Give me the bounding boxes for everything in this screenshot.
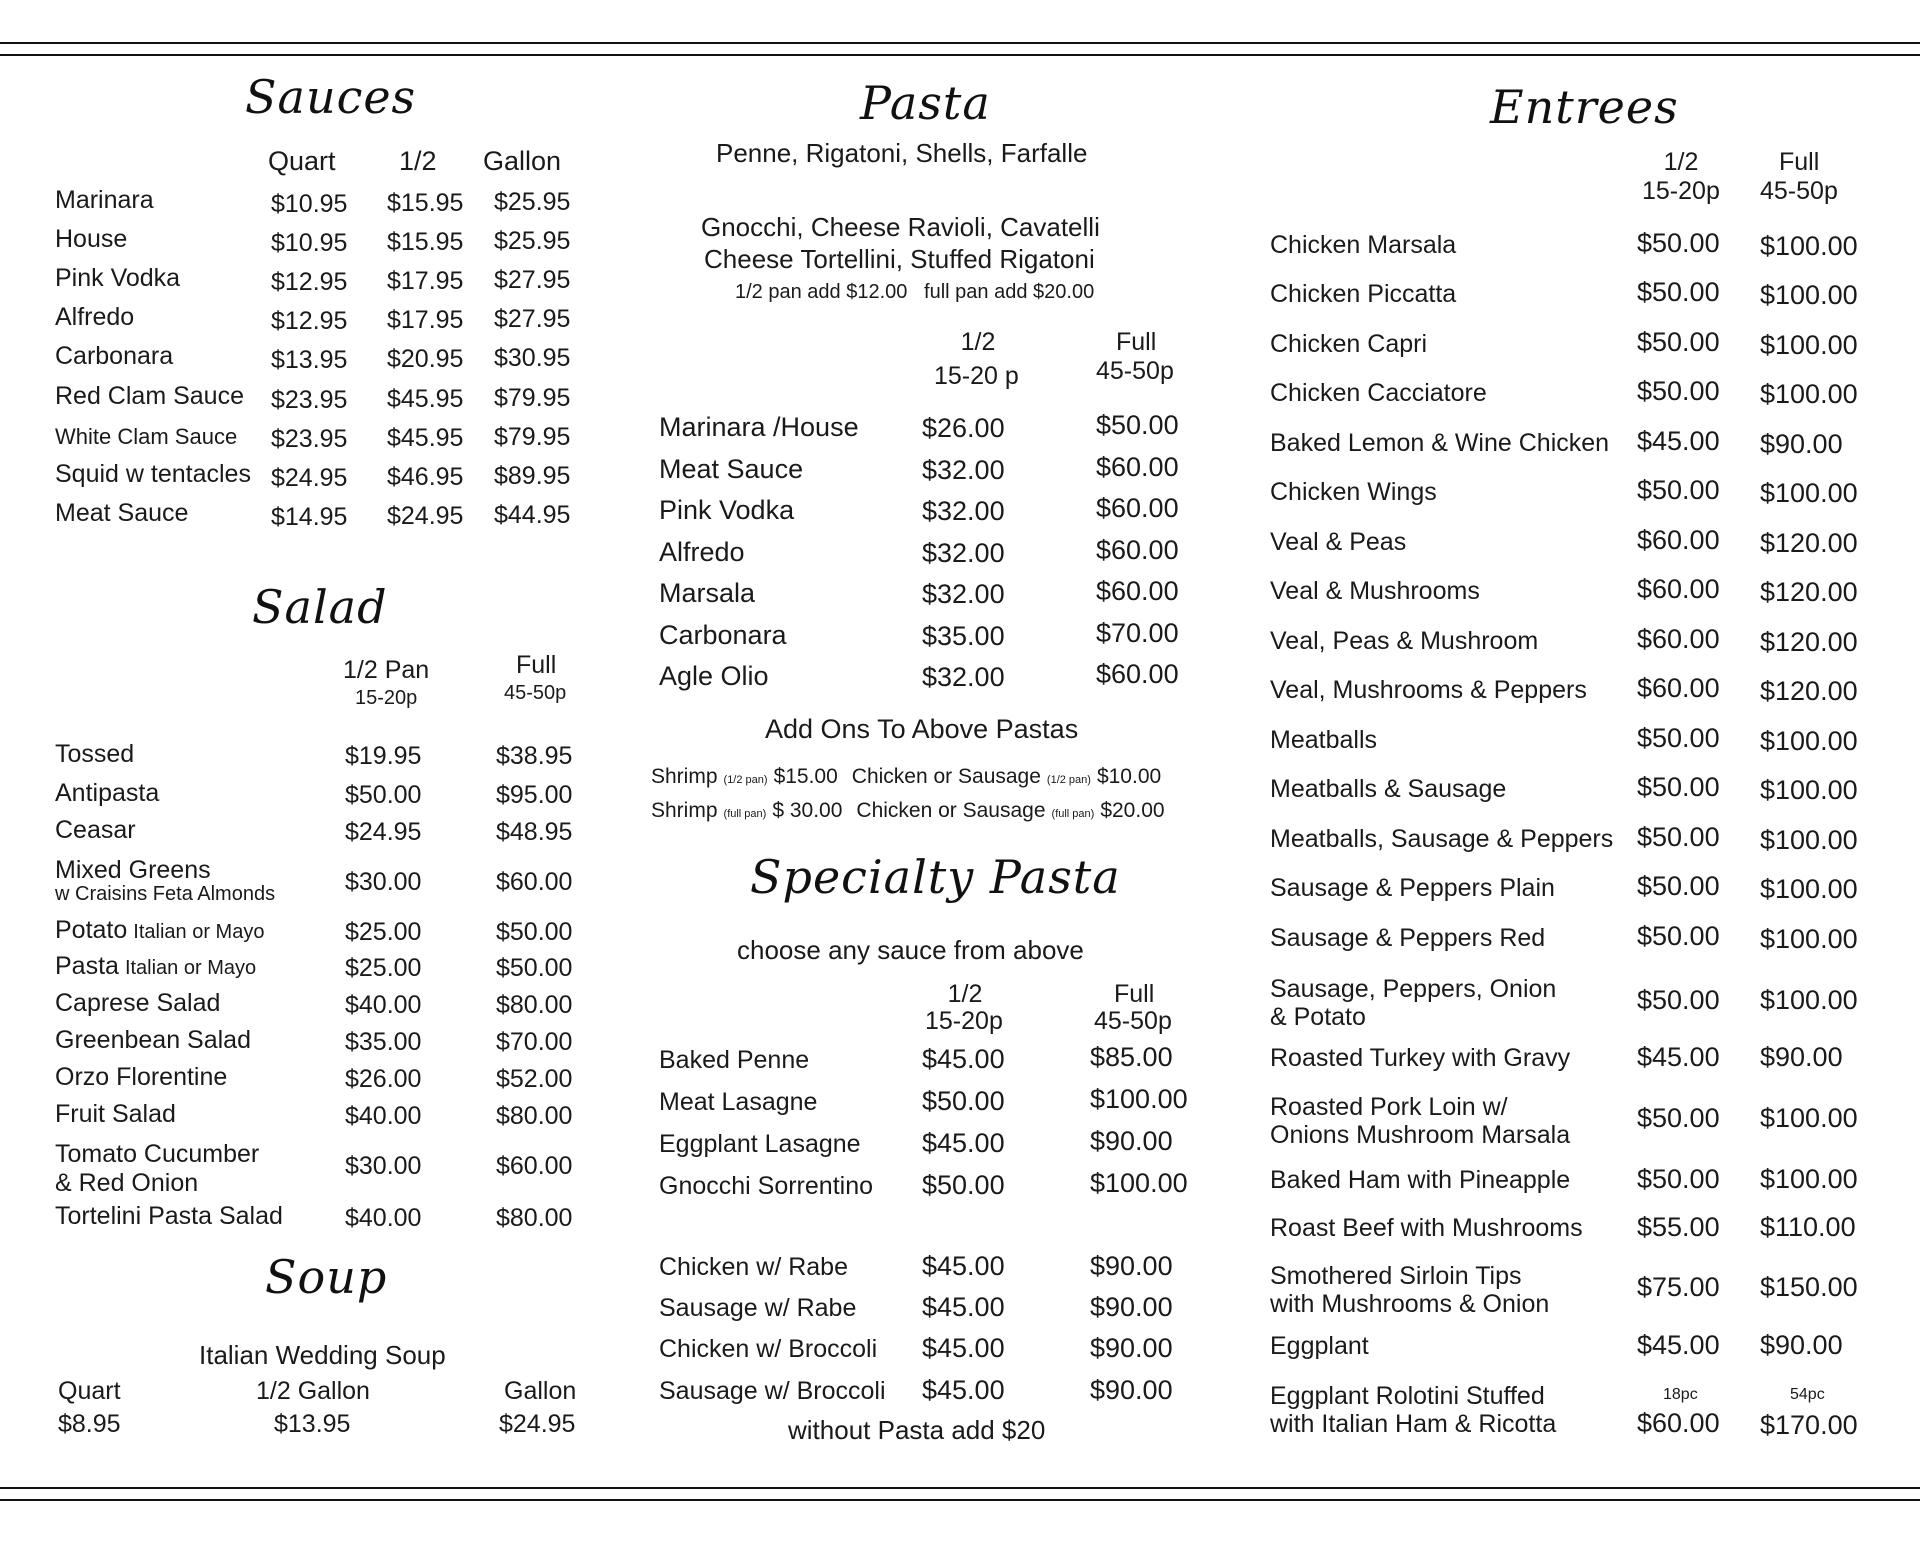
entree-price-full: $100.00 (1760, 280, 1858, 310)
entree-item-name: Sausage & Peppers Plain (1270, 874, 1555, 902)
pasta-col-half: 1/2 (960, 328, 996, 356)
entree-price-full: $120.00 (1760, 627, 1858, 657)
pasta-col-half-sub: 15-20 p (934, 362, 1019, 390)
salad-item-name (55, 856, 275, 906)
sauce-price-quart: $13.95 (271, 346, 348, 374)
salad-price-half: $25.00 (345, 918, 422, 946)
pasta-price-half: $26.00 (922, 413, 1005, 443)
salad-price-half: $35.00 (345, 1028, 422, 1056)
salad-price-full: $48.95 (496, 818, 573, 846)
addon-chicken-label: Chicken or Sausage (851, 765, 1041, 788)
addon-chicken-price: $20.00 (1100, 799, 1165, 822)
salad-price-full: $52.00 (496, 1065, 573, 1093)
soup-price-half-gallon: $13.95 (274, 1410, 351, 1438)
specialty-rabe-name: Sausage w/ Rabe (659, 1294, 857, 1322)
salad-price-full: $95.00 (496, 781, 573, 809)
salad-name-main: Orzo Florentine (55, 1063, 228, 1091)
sauces-col-half: 1/2 (399, 146, 437, 176)
pasta-item-name: Marinara /House (659, 412, 859, 442)
specialty-price-half: $45.00 (922, 1044, 1005, 1074)
entree-item-name: Veal & Mushrooms (1270, 577, 1480, 605)
soup-title: Soup (265, 1250, 388, 1304)
entree-item-name: Chicken Cacciatore (1270, 379, 1487, 407)
specialty-footer-note: without Pasta add $20 (788, 1415, 1046, 1445)
entree-price-half: $45.00 (1637, 1330, 1720, 1360)
specialty-item-name: Eggplant Lasagne (659, 1130, 861, 1158)
entree-price-half: $45.00 (1637, 1042, 1720, 1072)
entree-item-name: Chicken Marsala (1270, 231, 1457, 259)
entree-item-name: Chicken Wings (1270, 478, 1437, 506)
specialty-price-half: $50.00 (922, 1086, 1005, 1116)
sauce-name: House (55, 225, 128, 253)
entrees-title: Entrees (1490, 80, 1679, 134)
entree-price-half: $50.00 (1637, 1164, 1720, 1194)
sauce-price-gallon: $89.95 (494, 462, 571, 490)
entree-last-half-price: $60.00 (1637, 1408, 1720, 1438)
salad-item-name (55, 1202, 283, 1231)
specialty-rabe-name: Chicken w/ Rabe (659, 1253, 848, 1281)
salad-price-full: $50.00 (496, 954, 573, 982)
addons-title: Add Ons To Above Pastas (765, 714, 1079, 744)
entree-item-name: Meatballs, Sausage & Peppers (1270, 825, 1614, 853)
specialty-rabe-price-half: $45.00 (922, 1251, 1005, 1281)
top-rule-2 (0, 54, 1920, 56)
specialty-rabe-name: Sausage w/ Broccoli (659, 1377, 886, 1405)
sauce-price-quart: $14.95 (271, 503, 348, 531)
soup-size-quart: Quart (58, 1377, 121, 1405)
entree-price-half: $75.00 (1637, 1272, 1720, 1302)
salad-item-name (55, 1026, 251, 1055)
sauce-price-quart: $10.95 (271, 190, 348, 218)
bottom-rule-2 (0, 1499, 1920, 1501)
specialty-item-name: Baked Penne (659, 1046, 810, 1074)
entree-name-line1: Baked Ham with Pineapple (1270, 1166, 1571, 1194)
entree-price-full: $100.00 (1760, 924, 1858, 954)
entree-price-half: $50.00 (1637, 871, 1720, 901)
entrees-col-half: 1/2 (1663, 148, 1699, 176)
pasta-price-full: $60.00 (1096, 493, 1179, 523)
sauce-price-gallon: $79.95 (494, 423, 571, 451)
sauce-price-half: $20.95 (387, 345, 464, 373)
salad-name-main: Mixed Greens (55, 856, 211, 884)
addon-row (651, 799, 1165, 823)
entree-last-half-note: 18pc (1663, 1386, 1698, 1403)
addon-shrimp-price: $ 30.00 (772, 799, 843, 822)
entrees-col-half-sub: 15-20p (1642, 177, 1720, 205)
entree-price-half: $60.00 (1637, 574, 1720, 604)
sauce-name: Squid w tentacles (55, 460, 251, 488)
entree-price-full: $100.00 (1760, 985, 1858, 1015)
pasta-item-name: Pink Vodka (659, 495, 795, 525)
sauce-price-half: $46.95 (387, 463, 464, 491)
pasta-price-full: $70.00 (1096, 618, 1179, 648)
entree-price-half: $60.00 (1637, 624, 1720, 654)
specialty-rabe-price-full: $90.00 (1090, 1333, 1173, 1363)
salad-price-half: $30.00 (345, 868, 422, 896)
soup-name: Italian Wedding Soup (199, 1340, 446, 1370)
pasta-types-2: Gnocchi, Cheese Ravioli, Cavatelli (701, 212, 1100, 242)
sauces-title: Sauces (245, 70, 417, 124)
specialty-price-full: $100.00 (1090, 1168, 1188, 1198)
pasta-item-name: Marsala (659, 578, 756, 608)
entree-name-line2: & Potato (1270, 1003, 1366, 1031)
entree-price-half: $50.00 (1637, 228, 1720, 258)
specialty-price-full: $85.00 (1090, 1042, 1173, 1072)
entree-item-name: Chicken Piccatta (1270, 280, 1457, 308)
entree-item-name: Meatballs (1270, 726, 1377, 754)
salad-price-full: $80.00 (496, 991, 573, 1019)
entree-name-line1: Roast Beef with Mushrooms (1270, 1214, 1583, 1242)
salad-item-name (55, 1063, 227, 1092)
pasta-types-1: Penne, Rigatoni, Shells, Farfalle (716, 138, 1088, 168)
sauce-price-quart: $12.95 (271, 268, 348, 296)
entree-name-line2: Onions Mushroom Marsala (1270, 1121, 1571, 1149)
addon-chicken-size: (1/2 pan) (1046, 774, 1091, 786)
sauce-name: Carbonara (55, 342, 174, 370)
sauce-price-half: $17.95 (387, 267, 464, 295)
addon-shrimp-size: (full pan) (723, 808, 767, 820)
soup-size-gallon: Gallon (504, 1377, 577, 1405)
entree-price-half: $60.00 (1637, 525, 1720, 555)
specialty-price-full: $90.00 (1090, 1126, 1173, 1156)
specialty-rabe-name: Chicken w/ Broccoli (659, 1335, 878, 1363)
pasta-price-full: $60.00 (1096, 535, 1179, 565)
entree-item-name: Meatballs & Sausage (1270, 775, 1507, 803)
salad-name-main: Tortelini Pasta Salad (55, 1202, 283, 1230)
salad-name-main: Fruit Salad (55, 1100, 176, 1128)
entree-price-half: $50.00 (1637, 921, 1720, 951)
pasta-price-full: $60.00 (1096, 576, 1179, 606)
entree-price-half: $50.00 (1637, 327, 1720, 357)
specialty-price-half: $45.00 (922, 1128, 1005, 1158)
salad-item-name (55, 1140, 259, 1198)
sauce-name: Meat Sauce (55, 499, 189, 527)
salad-item-name (55, 916, 264, 945)
pasta-title: Pasta (860, 76, 991, 130)
pasta-price-half: $35.00 (922, 621, 1005, 651)
salad-item-name (55, 740, 134, 769)
entree-item-name (1270, 1044, 1570, 1072)
sauce-price-half: $45.95 (387, 424, 464, 452)
addon-shrimp-price: $15.00 (773, 765, 838, 788)
addon-shrimp-label: Shrimp (651, 799, 718, 822)
entree-price-full: $100.00 (1760, 874, 1858, 904)
salad-price-half: $24.95 (345, 818, 422, 846)
entree-price-half: $50.00 (1637, 277, 1720, 307)
addon-shrimp-label: Shrimp (651, 765, 718, 788)
sauce-price-quart: $23.95 (271, 386, 348, 414)
entrees-col-full: Full (1779, 148, 1820, 176)
pasta-item-name: Carbonara (659, 620, 787, 650)
specialty-price-half: $50.00 (922, 1170, 1005, 1200)
pasta-col-full: Full (1116, 328, 1157, 356)
entree-price-half: $50.00 (1637, 985, 1720, 1015)
sauce-price-half: $17.95 (387, 306, 464, 334)
entree-price-full: $100.00 (1760, 231, 1858, 261)
sauce-price-gallon: $25.95 (494, 188, 571, 216)
entree-item-name (1270, 1332, 1369, 1360)
specialty-rabe-price-half: $45.00 (922, 1333, 1005, 1363)
pasta-price-half: $32.00 (922, 579, 1005, 609)
entree-item-name (1270, 1166, 1570, 1194)
entree-price-full: $100.00 (1760, 379, 1858, 409)
specialty-item-name: Gnocchi Sorrentino (659, 1172, 874, 1200)
salad-name-main: Potato (55, 916, 128, 944)
entree-item-name: Veal, Mushrooms & Peppers (1270, 676, 1587, 704)
salad-name-main: Tomato Cucumber (55, 1140, 260, 1168)
sauce-price-half: $24.95 (387, 502, 464, 530)
addon-chicken-size: (full pan) (1051, 808, 1095, 820)
specialty-subtitle: choose any sauce from above (737, 935, 1084, 965)
entree-price-half: $50.00 (1637, 376, 1720, 406)
entree-price-full: $120.00 (1760, 577, 1858, 607)
entree-price-full: $100.00 (1760, 1103, 1858, 1133)
entree-last-name-line1: Eggplant Rolotini Stuffed (1270, 1382, 1545, 1410)
entree-name-line1: Roasted Pork Loin w/ (1270, 1093, 1508, 1121)
entrees-col-full-sub: 45-50p (1760, 177, 1838, 205)
pasta-price-half: $32.00 (922, 496, 1005, 526)
entree-item-name: Veal & Peas (1270, 528, 1407, 556)
salad-item-name (55, 816, 136, 845)
addon-row (651, 765, 1161, 789)
entree-item-name: Veal, Peas & Mushroom (1270, 627, 1539, 655)
salad-col-full-sub: 45-50p (504, 682, 567, 704)
addon-chicken-price: $10.00 (1096, 765, 1162, 788)
entree-item-name (1270, 1093, 1570, 1149)
addon-shrimp-size: (1/2 pan) (723, 774, 768, 786)
entree-price-full: $100.00 (1760, 330, 1858, 360)
pasta-pan-note: 1/2 pan add $12.00 full pan add $20.00 (735, 281, 1095, 303)
entree-price-full: $100.00 (1760, 775, 1858, 805)
entree-item-name: Sausage & Peppers Red (1270, 924, 1546, 952)
sauce-price-quart: $23.95 (271, 425, 348, 453)
entree-last-full-note: 54pc (1790, 1386, 1825, 1403)
sauce-price-gallon: $27.95 (494, 305, 571, 333)
entree-price-full: $100.00 (1760, 1164, 1858, 1194)
entree-price-full: $110.00 (1760, 1212, 1856, 1242)
specialty-rabe-price-full: $90.00 (1090, 1251, 1173, 1281)
pasta-item-name: Agle Olio (659, 661, 769, 691)
salad-name-main: Greenbean Salad (55, 1026, 251, 1054)
entree-price-full: $120.00 (1760, 528, 1858, 558)
pasta-col-full-sub: 45-50p (1096, 357, 1174, 385)
sauce-name: Marinara (55, 186, 154, 214)
sauce-price-quart: $10.95 (271, 229, 348, 257)
salad-col-half: 1/2 Pan (343, 656, 430, 684)
salad-item-name (55, 779, 159, 808)
salad-price-half: $40.00 (345, 991, 422, 1019)
entree-price-half: $50.00 (1637, 723, 1720, 753)
pasta-types-3: Cheese Tortellini, Stuffed Rigatoni (704, 244, 1095, 274)
salad-price-half: $40.00 (345, 1204, 422, 1232)
pasta-item-name: Meat Sauce (659, 454, 804, 484)
specialty-rabe-price-half: $45.00 (922, 1375, 1005, 1405)
soup-price-quart: $8.95 (58, 1410, 121, 1438)
salad-price-half: $40.00 (345, 1102, 422, 1130)
specialty-item-name: Meat Lasagne (659, 1088, 818, 1116)
sauce-name: Alfredo (55, 303, 135, 331)
specialty-title: Specialty Pasta (750, 850, 1121, 904)
salad-item-name (55, 989, 220, 1018)
sauce-price-gallon: $30.95 (494, 344, 571, 372)
salad-col-full: Full (516, 651, 557, 679)
sauce-price-gallon: $44.95 (494, 501, 571, 529)
salad-price-half: $25.00 (345, 954, 422, 982)
salad-name-main: Ceasar (55, 816, 136, 844)
entree-last-full-price: $170.00 (1760, 1410, 1858, 1440)
sauce-price-gallon: $79.95 (494, 384, 571, 412)
entree-price-full: $90.00 (1760, 1330, 1843, 1360)
top-rule-1 (0, 42, 1920, 44)
entree-price-full: $90.00 (1760, 1042, 1843, 1072)
entree-price-half: $50.00 (1637, 772, 1720, 802)
pasta-price-half: $32.00 (922, 455, 1005, 485)
pasta-price-full: $60.00 (1096, 452, 1179, 482)
sauce-price-half: $15.95 (387, 228, 464, 256)
entree-price-full: $100.00 (1760, 726, 1858, 756)
salad-item-name (55, 952, 256, 981)
entree-item-name: Chicken Capri (1270, 330, 1428, 358)
entree-price-full: $120.00 (1760, 676, 1858, 706)
specialty-col-half: 1/2 (947, 980, 983, 1008)
salad-name-main: Tossed (55, 740, 135, 768)
entree-name-line1: Roasted Turkey with Gravy (1270, 1044, 1571, 1072)
salad-name-main: Antipasta (55, 779, 160, 807)
salad-name-main: Caprese Salad (55, 989, 221, 1017)
specialty-rabe-price-full: $90.00 (1090, 1292, 1173, 1322)
salad-name-sub: & Red Onion (55, 1169, 199, 1197)
entree-price-full: $100.00 (1760, 825, 1858, 855)
sauce-name: White Clam Sauce (55, 424, 238, 449)
salad-price-full: $50.00 (496, 918, 573, 946)
salad-col-half-sub: 15-20p (355, 687, 418, 709)
salad-price-full: $60.00 (496, 1152, 573, 1180)
pasta-price-full: $60.00 (1096, 659, 1179, 689)
entree-last-name (1270, 1382, 1556, 1438)
salad-price-full: $80.00 (496, 1102, 573, 1130)
entree-last-name-line2: with Italian Ham & Ricotta (1270, 1410, 1557, 1438)
salad-title: Salad (252, 580, 388, 634)
entree-price-half: $60.00 (1637, 673, 1720, 703)
salad-price-full: $38.95 (496, 742, 573, 770)
entree-name-line2: with Mushrooms & Onion (1270, 1290, 1550, 1318)
soup-price-gallon: $24.95 (499, 1410, 576, 1438)
specialty-price-full: $100.00 (1090, 1084, 1188, 1114)
sauce-price-quart: $12.95 (271, 307, 348, 335)
salad-price-full: $70.00 (496, 1028, 573, 1056)
pasta-item-name: Alfredo (659, 537, 745, 567)
specialty-rabe-price-full: $90.00 (1090, 1375, 1173, 1405)
sauce-name: Red Clam Sauce (55, 382, 244, 410)
salad-name-sub: Italian or Mayo (133, 921, 265, 943)
pasta-price-half: $32.00 (922, 538, 1005, 568)
entree-item-name: Baked Lemon & Wine Chicken (1270, 429, 1610, 457)
entree-price-half: $50.00 (1637, 822, 1720, 852)
addon-chicken-label: Chicken or Sausage (856, 799, 1046, 822)
specialty-col-half-sub: 15-20p (925, 1007, 1003, 1035)
entree-item-name (1270, 1262, 1549, 1318)
entree-item-name (1270, 975, 1556, 1031)
entree-price-half: $45.00 (1637, 426, 1720, 456)
salad-name-sub: Italian or Mayo (124, 957, 257, 979)
sauces-col-gallon: Gallon (483, 146, 562, 176)
sauce-name: Pink Vodka (55, 264, 181, 292)
sauce-price-half: $45.95 (387, 385, 464, 413)
specialty-rabe-price-half: $45.00 (922, 1292, 1005, 1322)
sauces-col-quart: Quart (268, 146, 336, 176)
entree-price-full: $90.00 (1760, 429, 1843, 459)
sauce-price-quart: $24.95 (271, 464, 348, 492)
salad-price-half: $19.95 (345, 742, 422, 770)
salad-price-half: $50.00 (345, 781, 422, 809)
sauce-price-half: $15.95 (387, 189, 464, 217)
entree-name-line1: Eggplant (1270, 1332, 1369, 1360)
salad-price-half: $26.00 (345, 1065, 422, 1093)
entree-item-name (1270, 1214, 1583, 1242)
specialty-col-full-sub: 45-50p (1094, 1007, 1172, 1035)
specialty-col-full: Full (1114, 980, 1155, 1008)
sauce-price-gallon: $27.95 (494, 266, 571, 294)
salad-item-name (55, 1100, 176, 1129)
salad-name-main: Pasta (55, 952, 119, 980)
pasta-price-half: $32.00 (922, 662, 1005, 692)
salad-price-half: $30.00 (345, 1152, 422, 1180)
entree-price-half: $50.00 (1637, 475, 1720, 505)
salad-price-full: $60.00 (496, 868, 573, 896)
salad-price-full: $80.00 (496, 1204, 573, 1232)
sauce-price-gallon: $25.95 (494, 227, 571, 255)
pasta-price-full: $50.00 (1096, 410, 1179, 440)
entree-name-line1: Smothered Sirloin Tips (1270, 1262, 1522, 1290)
entree-name-line1: Sausage, Peppers, Onion (1270, 975, 1557, 1003)
bottom-rule-1 (0, 1487, 1920, 1489)
entree-price-full: $100.00 (1760, 478, 1858, 508)
entree-price-half: $50.00 (1637, 1103, 1720, 1133)
soup-size-half-gallon: 1/2 Gallon (256, 1377, 370, 1405)
entree-price-full: $150.00 (1760, 1272, 1858, 1302)
entree-price-half: $55.00 (1637, 1212, 1720, 1242)
salad-name-sub: w Craisins Feta Almonds (55, 883, 276, 905)
